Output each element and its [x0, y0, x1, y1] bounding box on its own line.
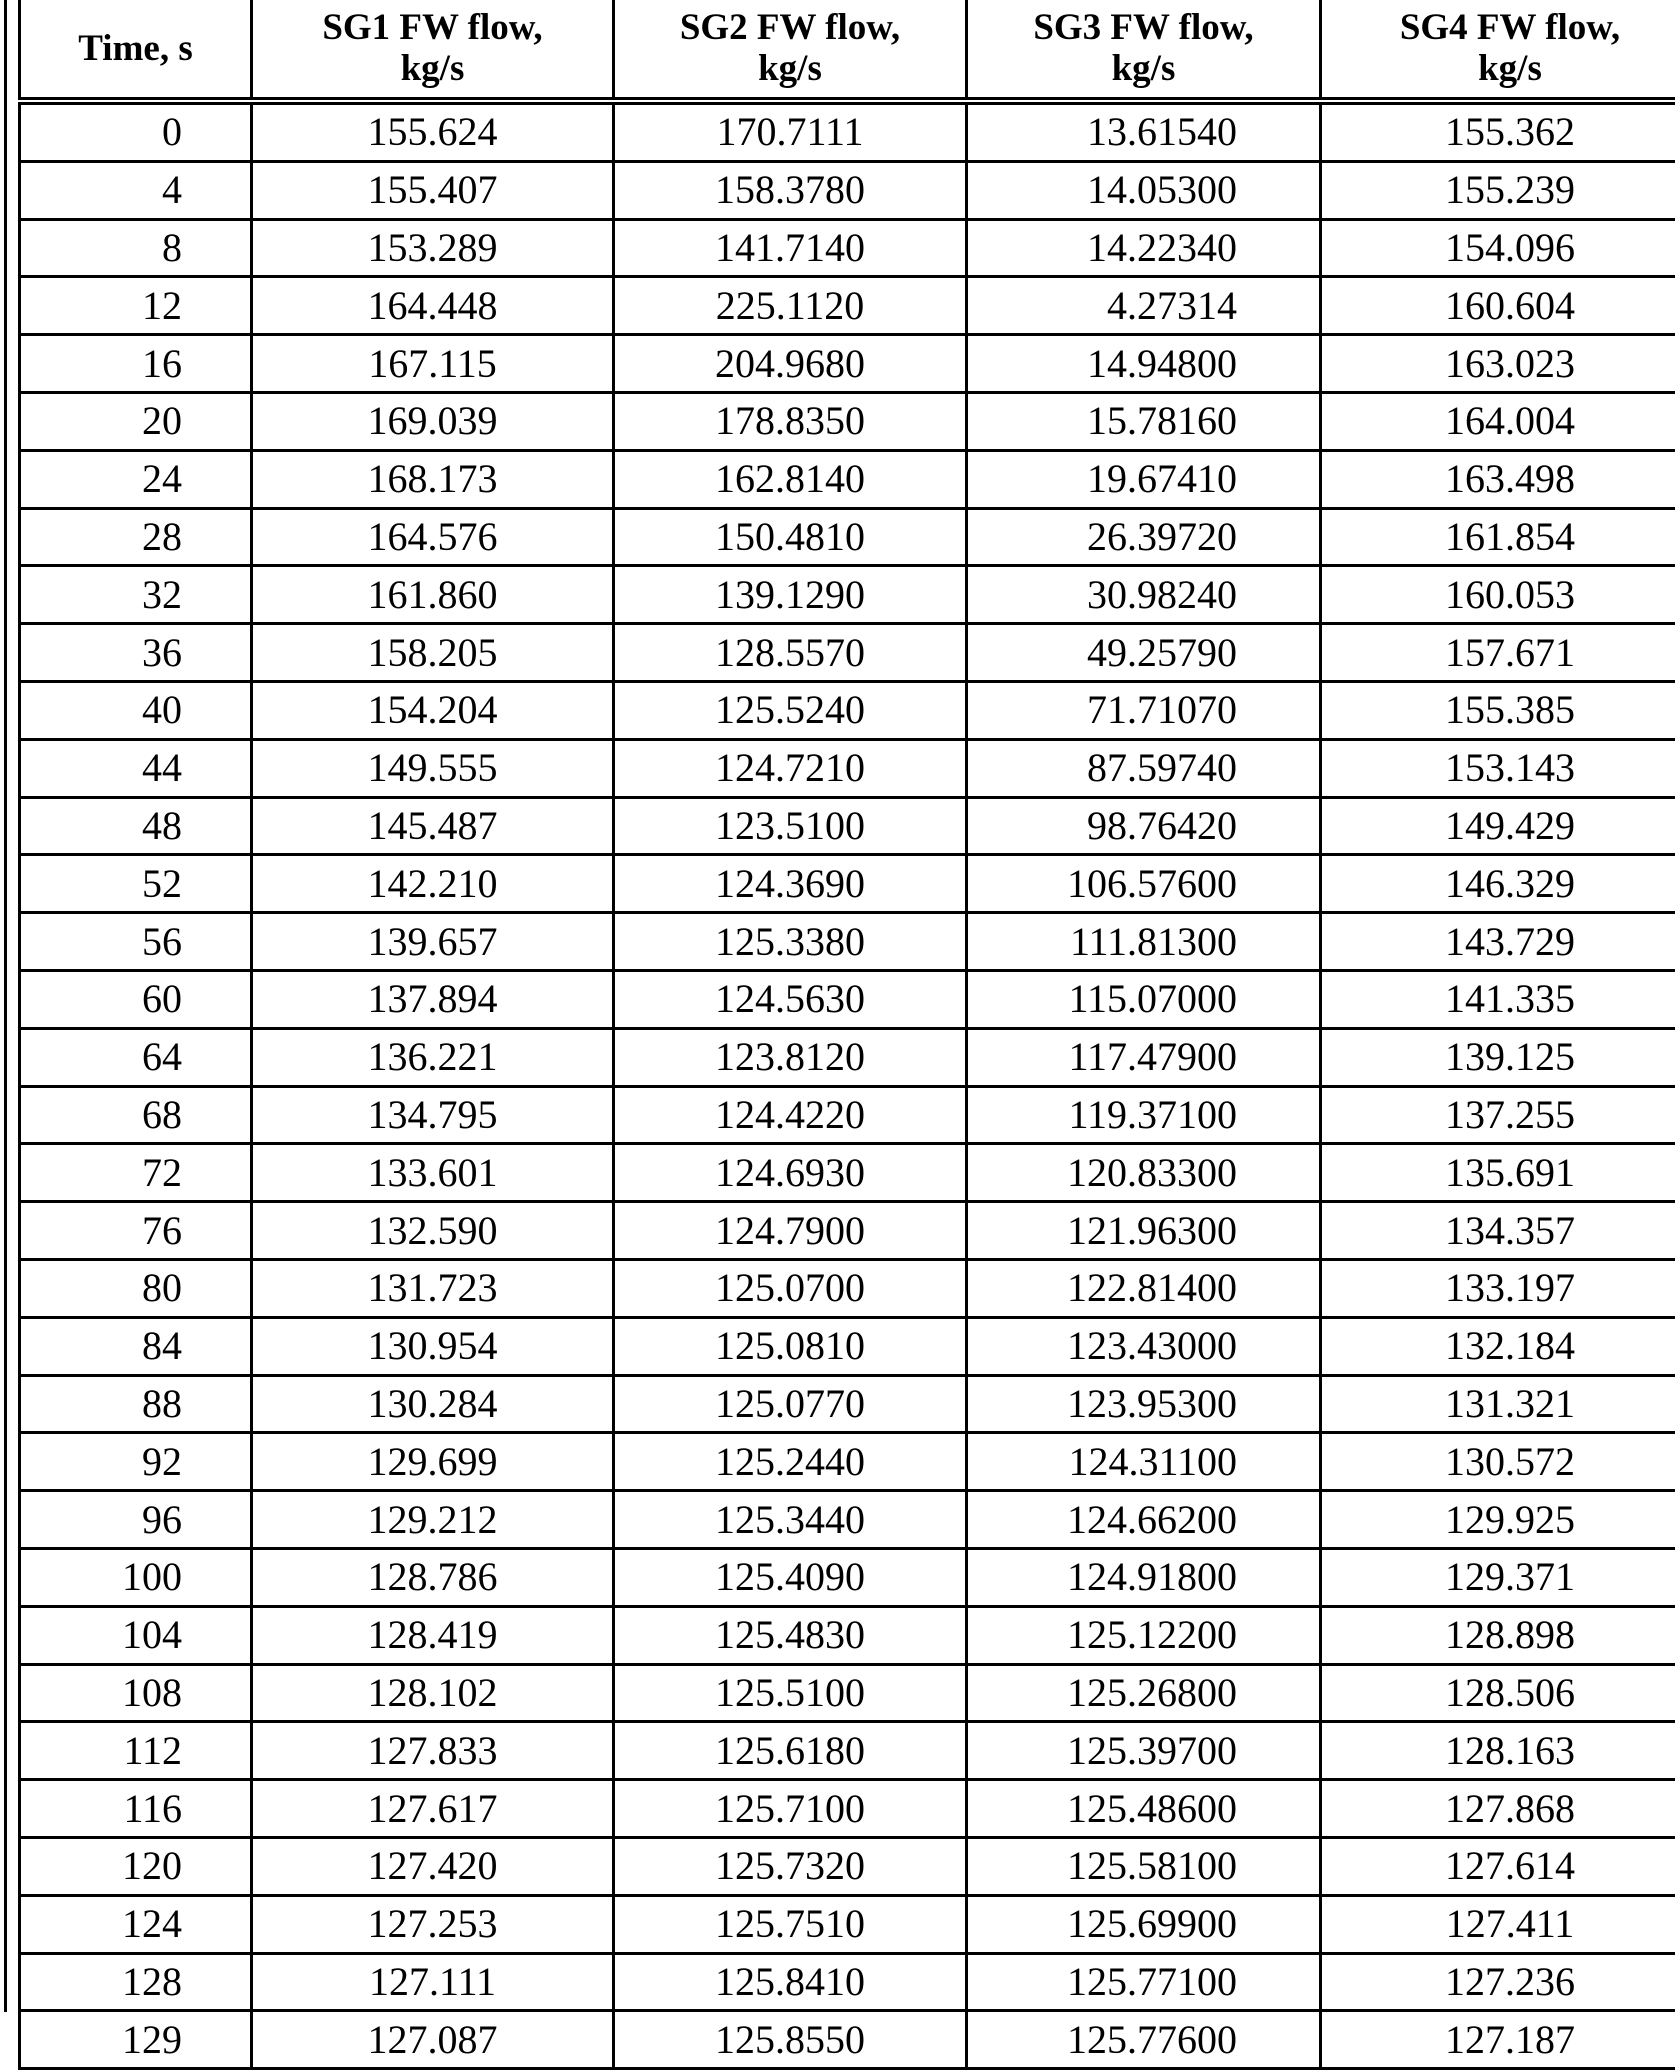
cell-sg4: 132.184: [1321, 1317, 1675, 1375]
cell-time: 24: [20, 450, 252, 508]
cell-sg1: 155.407: [252, 161, 614, 219]
cell-sg2: 124.5630: [614, 970, 967, 1028]
header-sg3: SG3 FW flow, kg/s: [967, 0, 1321, 101]
header-sg4: SG4 FW flow, kg/s: [1321, 0, 1675, 101]
table-row: [20, 392, 1675, 450]
table-row: [20, 1259, 1675, 1317]
table-row: [20, 450, 1675, 508]
cell-sg4: 127.614: [1321, 1837, 1675, 1895]
cell-sg3: 125.39700: [967, 1722, 1321, 1780]
cell-sg4: 155.385: [1321, 681, 1675, 739]
cell-sg3: 120.83300: [967, 1144, 1321, 1202]
table-row: [20, 739, 1675, 797]
table-row: [20, 1664, 1675, 1722]
cell-sg1: 158.205: [252, 624, 614, 682]
cell-sg3: 14.05300: [967, 161, 1321, 219]
cell-time: 88: [20, 1375, 252, 1433]
cell-sg1: 129.699: [252, 1433, 614, 1491]
table-row: [20, 855, 1675, 913]
cell-sg1: 153.289: [252, 219, 614, 277]
cell-sg4: 128.163: [1321, 1722, 1675, 1780]
cell-sg2: 125.4090: [614, 1548, 967, 1606]
cell-time: 92: [20, 1433, 252, 1491]
cell-sg1: 132.590: [252, 1202, 614, 1260]
cell-sg3: 125.77100: [967, 1953, 1321, 2011]
cell-time: 100: [20, 1548, 252, 1606]
table-row: [20, 913, 1675, 971]
cell-time: 28: [20, 508, 252, 566]
cell-sg1: 154.204: [252, 681, 614, 739]
cell-sg3: 125.58100: [967, 1837, 1321, 1895]
cell-sg1: 131.723: [252, 1259, 614, 1317]
cell-time: 120: [20, 1837, 252, 1895]
table-row: [20, 1375, 1675, 1433]
cell-sg4: 135.691: [1321, 1144, 1675, 1202]
cell-sg2: 123.5100: [614, 797, 967, 855]
cell-sg2: 124.4220: [614, 1086, 967, 1144]
cell-sg2: 125.7510: [614, 1895, 967, 1953]
cell-time: 96: [20, 1491, 252, 1549]
cell-sg4: 160.604: [1321, 277, 1675, 335]
cell-sg3: 125.69900: [967, 1895, 1321, 1953]
cell-sg2: 124.6930: [614, 1144, 967, 1202]
cell-sg1: 129.212: [252, 1491, 614, 1549]
cell-sg3: 4.27314: [967, 277, 1321, 335]
cell-sg3: 49.25790: [967, 624, 1321, 682]
cell-sg3: 98.76420: [967, 797, 1321, 855]
cell-time: 76: [20, 1202, 252, 1260]
table-row: [20, 1433, 1675, 1491]
cell-sg4: 157.671: [1321, 624, 1675, 682]
table-row: [20, 797, 1675, 855]
cell-sg3: 125.12200: [967, 1606, 1321, 1664]
cell-time: 8: [20, 219, 252, 277]
table-row: [20, 101, 1675, 161]
cell-sg4: 141.335: [1321, 970, 1675, 1028]
cell-sg2: 124.3690: [614, 855, 967, 913]
cell-sg1: 127.420: [252, 1837, 614, 1895]
table-row: [20, 1548, 1675, 1606]
cell-time: 124: [20, 1895, 252, 1953]
cell-sg3: 15.78160: [967, 392, 1321, 450]
cell-sg1: 169.039: [252, 392, 614, 450]
cell-sg1: 149.555: [252, 739, 614, 797]
cell-sg1: 167.115: [252, 335, 614, 393]
feedwater-flow-table: [18, 0, 1675, 2070]
cell-sg3: 115.07000: [967, 970, 1321, 1028]
cell-sg1: 130.284: [252, 1375, 614, 1433]
cell-sg4: 127.236: [1321, 1953, 1675, 2011]
table-row: [20, 219, 1675, 277]
cell-sg4: 137.255: [1321, 1086, 1675, 1144]
table-row: [20, 566, 1675, 624]
cell-sg1: 145.487: [252, 797, 614, 855]
cell-sg4: 128.898: [1321, 1606, 1675, 1664]
cell-sg4: 154.096: [1321, 219, 1675, 277]
cell-sg3: 124.31100: [967, 1433, 1321, 1491]
table-row: [20, 1780, 1675, 1838]
cell-sg1: 161.860: [252, 566, 614, 624]
cell-sg3: 125.48600: [967, 1780, 1321, 1838]
cell-sg2: 162.8140: [614, 450, 967, 508]
cell-sg4: 133.197: [1321, 1259, 1675, 1317]
table-row: [20, 1317, 1675, 1375]
table-row: [20, 1144, 1675, 1202]
cell-time: 48: [20, 797, 252, 855]
cell-time: 12: [20, 277, 252, 335]
cell-sg2: 125.0810: [614, 1317, 967, 1375]
cell-time: 112: [20, 1722, 252, 1780]
cell-sg2: 125.2440: [614, 1433, 967, 1491]
table-row: [20, 1028, 1675, 1086]
cell-sg3: 121.96300: [967, 1202, 1321, 1260]
table-left-border: [4, 0, 7, 2012]
cell-sg3: 106.57600: [967, 855, 1321, 913]
cell-time: 36: [20, 624, 252, 682]
table-row: [20, 624, 1675, 682]
table-row: [20, 1837, 1675, 1895]
cell-sg3: 14.22340: [967, 219, 1321, 277]
cell-sg2: 141.7140: [614, 219, 967, 277]
cell-sg1: 137.894: [252, 970, 614, 1028]
cell-sg1: 164.448: [252, 277, 614, 335]
cell-sg1: 155.624: [252, 101, 614, 161]
cell-time: 40: [20, 681, 252, 739]
cell-sg2: 125.5240: [614, 681, 967, 739]
cell-sg3: 123.95300: [967, 1375, 1321, 1433]
table-row: [20, 1895, 1675, 1953]
cell-sg3: 125.26800: [967, 1664, 1321, 1722]
cell-time: 108: [20, 1664, 252, 1722]
cell-sg3: 87.59740: [967, 739, 1321, 797]
cell-sg1: 142.210: [252, 855, 614, 913]
header-time: Time, s: [20, 0, 252, 101]
cell-sg3: 124.66200: [967, 1491, 1321, 1549]
cell-sg2: 139.1290: [614, 566, 967, 624]
header-sg1: SG1 FW flow, kg/s: [252, 0, 614, 101]
cell-sg1: 127.111: [252, 1953, 614, 2011]
table-row: [20, 161, 1675, 219]
cell-sg2: 125.0700: [614, 1259, 967, 1317]
cell-time: 84: [20, 1317, 252, 1375]
cell-time: 20: [20, 392, 252, 450]
cell-time: 116: [20, 1780, 252, 1838]
cell-sg2: 123.8120: [614, 1028, 967, 1086]
cell-sg2: 158.3780: [614, 161, 967, 219]
cell-time: 44: [20, 739, 252, 797]
cell-sg4: 129.925: [1321, 1491, 1675, 1549]
header-sg2: SG2 FW flow, kg/s: [614, 0, 967, 101]
cell-time: 4: [20, 161, 252, 219]
cell-sg1: 128.102: [252, 1664, 614, 1722]
cell-time: 128: [20, 1953, 252, 2011]
cell-sg4: 155.239: [1321, 161, 1675, 219]
table-row: [20, 1202, 1675, 1260]
table-row: [20, 335, 1675, 393]
cell-sg3: 123.43000: [967, 1317, 1321, 1375]
cell-sg4: 149.429: [1321, 797, 1675, 855]
cell-time: 129: [20, 2011, 252, 2069]
cell-sg1: 130.954: [252, 1317, 614, 1375]
cell-sg1: 127.833: [252, 1722, 614, 1780]
cell-sg3: 122.81400: [967, 1259, 1321, 1317]
cell-time: 52: [20, 855, 252, 913]
cell-sg4: 164.004: [1321, 392, 1675, 450]
cell-sg1: 128.419: [252, 1606, 614, 1664]
cell-sg1: 136.221: [252, 1028, 614, 1086]
cell-sg3: 71.71070: [967, 681, 1321, 739]
cell-sg3: 26.39720: [967, 508, 1321, 566]
cell-sg3: 119.37100: [967, 1086, 1321, 1144]
table-row: [20, 508, 1675, 566]
cell-sg2: 125.6180: [614, 1722, 967, 1780]
cell-sg4: 130.572: [1321, 1433, 1675, 1491]
cell-time: 64: [20, 1028, 252, 1086]
cell-sg2: 125.7100: [614, 1780, 967, 1838]
cell-sg1: 164.576: [252, 508, 614, 566]
cell-time: 104: [20, 1606, 252, 1664]
cell-sg4: 155.362: [1321, 101, 1675, 161]
cell-sg2: 125.0770: [614, 1375, 967, 1433]
cell-time: 68: [20, 1086, 252, 1144]
cell-time: 60: [20, 970, 252, 1028]
cell-sg1: 139.657: [252, 913, 614, 971]
cell-sg2: 125.8410: [614, 1953, 967, 2011]
cell-sg3: 13.61540: [967, 101, 1321, 161]
cell-sg4: 160.053: [1321, 566, 1675, 624]
cell-sg2: 204.9680: [614, 335, 967, 393]
cell-sg3: 19.67410: [967, 450, 1321, 508]
table-row: [20, 1606, 1675, 1664]
table-row: [20, 970, 1675, 1028]
cell-time: 0: [20, 101, 252, 161]
cell-time: 56: [20, 913, 252, 971]
cell-sg4: 153.143: [1321, 739, 1675, 797]
cell-sg2: 150.4810: [614, 508, 967, 566]
cell-sg2: 125.5100: [614, 1664, 967, 1722]
cell-sg3: 111.81300: [967, 913, 1321, 971]
table-row: [20, 1722, 1675, 1780]
table-row: [20, 1491, 1675, 1549]
table-row: [20, 2011, 1675, 2069]
cell-sg3: 14.94800: [967, 335, 1321, 393]
cell-sg4: 139.125: [1321, 1028, 1675, 1086]
cell-sg3: 124.91800: [967, 1548, 1321, 1606]
cell-sg4: 128.506: [1321, 1664, 1675, 1722]
cell-sg2: 124.7210: [614, 739, 967, 797]
cell-sg1: 127.087: [252, 2011, 614, 2069]
cell-sg2: 128.5570: [614, 624, 967, 682]
header-row: [20, 0, 1675, 101]
cell-sg4: 161.854: [1321, 508, 1675, 566]
table-row: [20, 1086, 1675, 1144]
cell-sg2: 170.7111: [614, 101, 967, 161]
cell-sg2: 125.7320: [614, 1837, 967, 1895]
cell-sg2: 125.4830: [614, 1606, 967, 1664]
cell-sg1: 168.173: [252, 450, 614, 508]
cell-sg4: 129.371: [1321, 1548, 1675, 1606]
cell-sg4: 146.329: [1321, 855, 1675, 913]
cell-sg3: 125.77600: [967, 2011, 1321, 2069]
cell-sg4: 163.023: [1321, 335, 1675, 393]
cell-sg3: 30.98240: [967, 566, 1321, 624]
cell-time: 80: [20, 1259, 252, 1317]
cell-sg2: 125.3440: [614, 1491, 967, 1549]
cell-sg1: 134.795: [252, 1086, 614, 1144]
cell-sg4: 127.411: [1321, 1895, 1675, 1953]
cell-sg1: 128.786: [252, 1548, 614, 1606]
cell-sg1: 133.601: [252, 1144, 614, 1202]
cell-sg4: 143.729: [1321, 913, 1675, 971]
cell-sg1: 127.617: [252, 1780, 614, 1838]
cell-sg4: 163.498: [1321, 450, 1675, 508]
cell-sg2: 125.8550: [614, 2011, 967, 2069]
cell-time: 72: [20, 1144, 252, 1202]
cell-sg4: 127.868: [1321, 1780, 1675, 1838]
cell-sg2: 124.7900: [614, 1202, 967, 1260]
table-row: [20, 681, 1675, 739]
cell-sg2: 178.8350: [614, 392, 967, 450]
cell-time: 16: [20, 335, 252, 393]
cell-sg1: 127.253: [252, 1895, 614, 1953]
table-row: [20, 1953, 1675, 2011]
cell-sg2: 125.3380: [614, 913, 967, 971]
table-row: [20, 277, 1675, 335]
cell-sg2: 225.1120: [614, 277, 967, 335]
cell-sg4: 134.357: [1321, 1202, 1675, 1260]
cell-sg4: 127.187: [1321, 2011, 1675, 2069]
cell-sg4: 131.321: [1321, 1375, 1675, 1433]
cell-time: 32: [20, 566, 252, 624]
cell-sg3: 117.47900: [967, 1028, 1321, 1086]
